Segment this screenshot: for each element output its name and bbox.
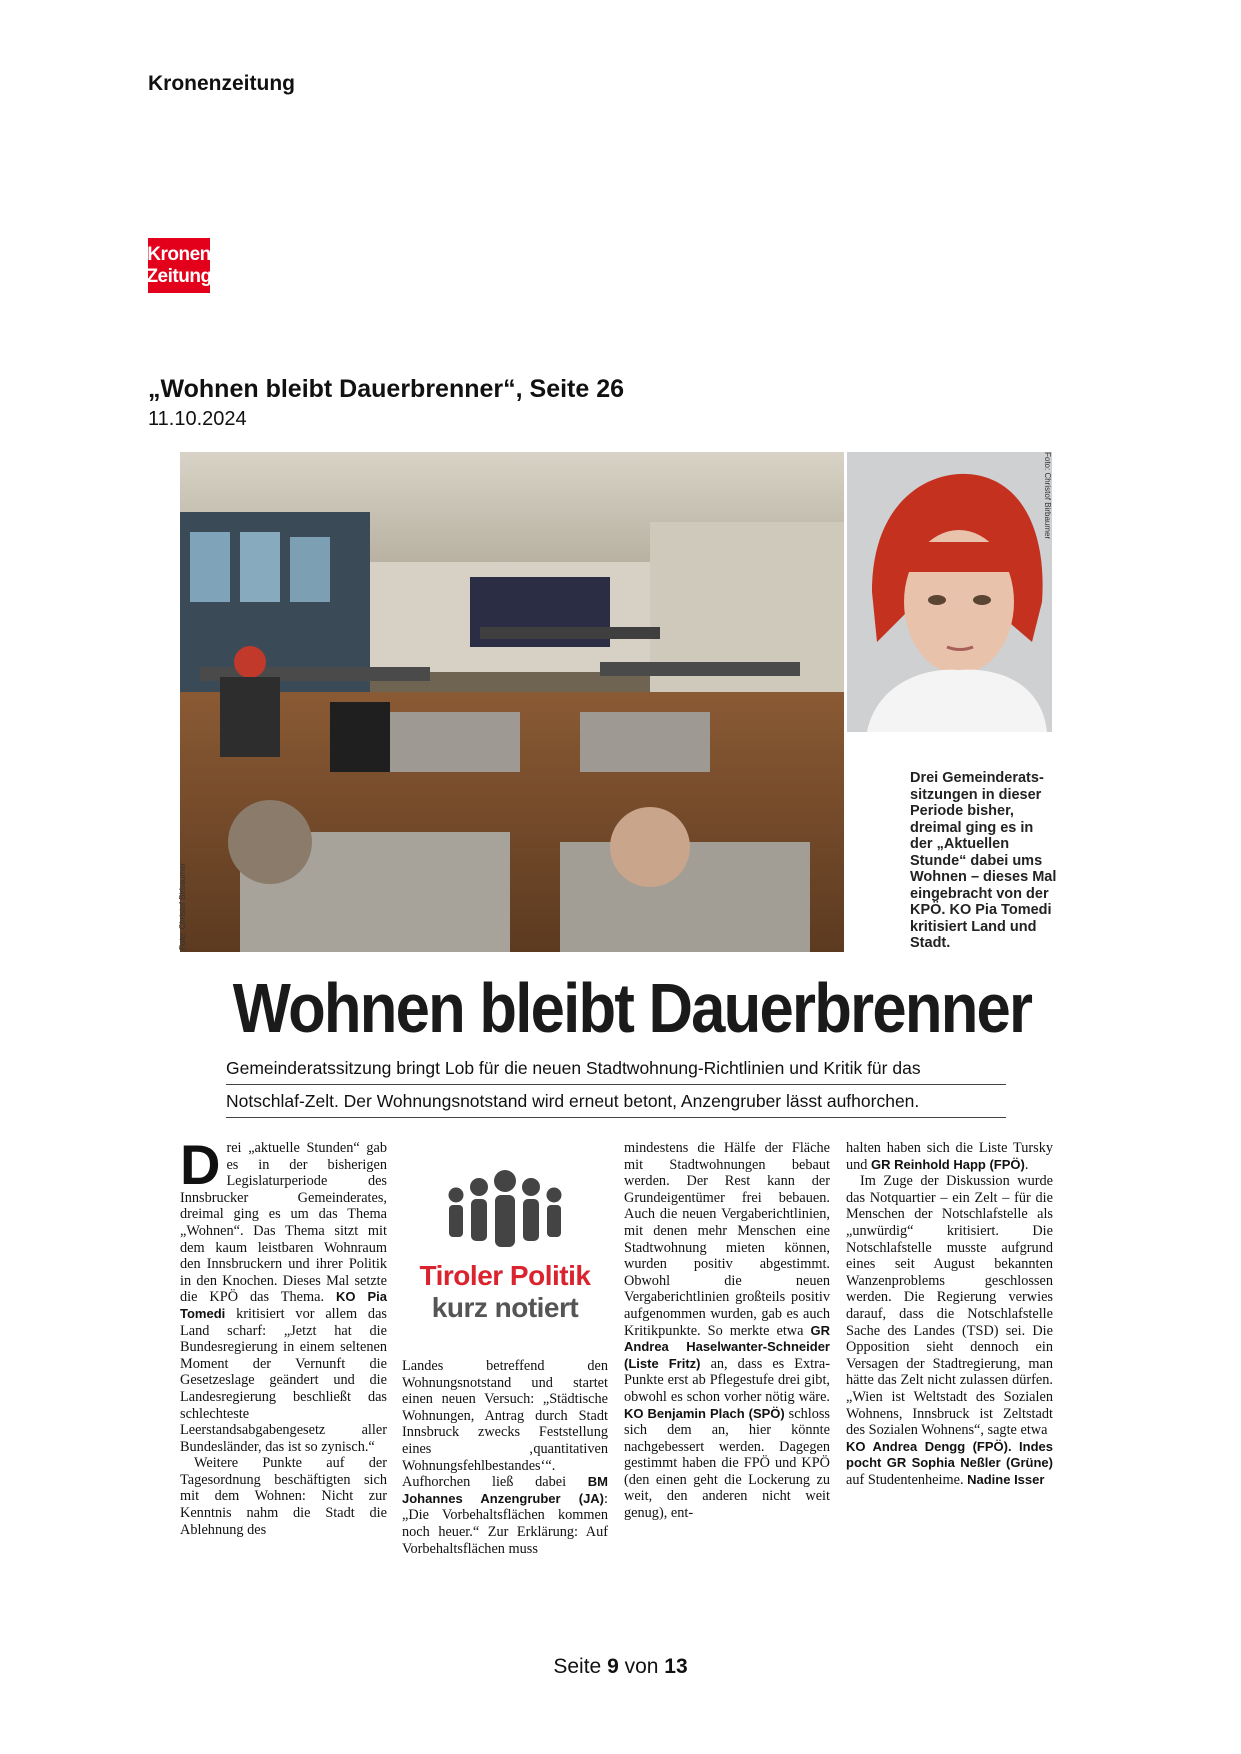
- col1-text-a: rei „aktuelle Stunden“ gab es in der bisherigen Legislaturperiode des Innsbrucker Gemeinderates, dreimal ging es um das Thema „Wohnen“. Das Thema sitzt mit dem kaum leistbaren Wohnraum den Innsbruckern und ihrer Politik in den Knochen. Dieses Mal setzte die KPÖ das Thema.: [180, 1140, 387, 1306]
- portrait-illustration: [847, 452, 1052, 732]
- page-mid: von: [624, 1655, 659, 1678]
- col4-text-f: auf Studentenheime.: [846, 1471, 964, 1488]
- subtitle-line-2: Notschlaf-Zelt. Der Wohnungsnotstand wird erneut betont, Anzengruber lässt aufhorchen.: [226, 1085, 1006, 1118]
- rubric-title-line-1: Tiroler Politik: [419, 1260, 591, 1291]
- document-title: „Wohnen bleibt Dauerbrenner“, Seite 26: [148, 375, 625, 403]
- photo-caption: Drei Gemeinderats-sitzungen in dieser Periode bisher, dreimal ging es in der „Aktuellen Stunde“ dabei ums Wohnen – dieses Mal eingebracht von der KPÖ. KO Pia Tomedi kritisiert Land und Stadt.: [910, 770, 1057, 951]
- col4-text-d: Im Zuge der Diskussion wurde das Notquartier – ein Zelt – für die Menschen der Notschlafstelle als „unwürdig“ kritisiert. Die Notschlafstelle musste aufgrund eines seit August bekannten Wanzenproblems geschlossen werden. Die Regierung verwies darauf, dass die Notschlafstelle Sache des Landes (TSD) sei. Die Opposition sieht dennoch ein Versagen der Stadtregierung, man hätte das Zelt nicht zulassen dürfen. „Wien ist Weltstadt des Sozialen Wohnens, Innsbruck ist Zeltstadt des Sozialen Wohnens“, sagte etwa: [846, 1173, 1053, 1439]
- subtitle-line-1: Gemeinderatssitzung bringt Lob für die neuen Stadtwohnung-Richtlinien und Kritik für das: [226, 1052, 1006, 1085]
- portrait-photo: [847, 452, 1052, 732]
- article-subtitle: [226, 1052, 1006, 1118]
- col1-text-c: kritisiert vor allem das Land scharf: „Jetzt hat die Bundesregierung in einem seltenen Moment der Vernunft die Gesetzeslage geändert und die Landesregierung beschließt das schlechteste Leerstandsabgabengesetz aller Bundesländer, das ist so zynisch.“: [180, 1305, 387, 1455]
- article-column-4: [846, 1140, 1053, 1488]
- col3-name-haselwanter: GR Andrea Haselwanter-Schneider (Liste Fritz): [624, 1322, 831, 1371]
- col2-text-c: : „Die Vorbehaltsflächen kommen noch heuer.“ Zur Erklärung: Auf Vorbehaltsflächen muss: [402, 1490, 608, 1557]
- rubric-box: [402, 1165, 608, 1345]
- document-date: 11.10.2024: [148, 408, 247, 430]
- col3-text-a: mindestens die Hälfe der Fläche mit Stadtwohnungen bebaut werden. Der Rest kann der Grundeigentümer frei bebauen. Auch die neuen Vergaberichtlinien, mit denen mehr Menschen eine Stadtwohnung mieten können, wurden positiv abgestimmt. Obwohl die neuen Vergaberichtlinien großteils positiv aufgenommen wurden, gab es auch Kritikpunkte. So merkte etwa: [624, 1140, 830, 1339]
- col4-text-c: .: [1024, 1156, 1029, 1173]
- page-number: [0, 1655, 1241, 1679]
- council-chamber-illustration: [180, 452, 844, 952]
- article-headline: Wohnen bleibt Dauerbrenner: [232, 969, 1032, 1047]
- article-column-3: [624, 1140, 830, 1522]
- people-group-icon: [402, 1165, 608, 1255]
- portrait-photo-credit: Foto: Christof Birbaumer: [1043, 452, 1052, 540]
- col2-text-a: Landes betreffend den Wohnungsnotstand und startet einen neuen Versuch: „Städtische Wohnungen, Antrag durch Stadt Innsbruck zwecks Feststellung eines ‚quantitativen Wohnungsfehlbestandes‘“. Aufhorchen ließ dabei: [402, 1358, 608, 1491]
- col1-name-tomedi: KO Pia Tomedi: [180, 1289, 388, 1321]
- col4-text-a: halten haben sich die Liste Tursky und: [846, 1140, 1053, 1173]
- page-total: 13: [664, 1655, 688, 1678]
- kronen-zeitung-logo: [148, 238, 210, 293]
- col2-name-anzengruber: BM Johannes Anzengruber (JA): [402, 1474, 608, 1506]
- rubric-title-line-2: kurz notiert: [431, 1292, 579, 1323]
- article-column-1: [180, 1133, 388, 1538]
- logo-line-2: Zeitung: [146, 265, 212, 287]
- page-current: 9: [607, 1655, 619, 1678]
- article-column-2: [402, 1358, 608, 1557]
- col3-name-plach: KO Benjamin Plach (SPÖ): [624, 1405, 785, 1421]
- drop-cap: D: [180, 1133, 221, 1196]
- col1-text-d: Weitere Punkte auf der Tagesordnung beschäftigten sich mit dem Wohnen: Nicht zur Kenntnis nahm die Stadt die Ablehnung des: [180, 1455, 387, 1538]
- main-photo-credit: Foto: Christof Birbaumer: [178, 862, 187, 950]
- col3-text-c: an, dass es Extra-Punkte erst ab Pflegestufe drei gibt, obwohl es schon vorher nötig wäre.: [624, 1355, 830, 1405]
- source-label: Kronenzeitung: [148, 72, 295, 95]
- col4-name-dengg-nessler: KO Andrea Dengg (FPÖ). Indes pocht GR Sophia Neßler (Grüne): [846, 1438, 1053, 1471]
- col3-text-e: schloss sich dem an, hier könnte nachgebessert werden. Dagegen gestimmt haben die FPÖ und KPÖ (den einen geht die Lockerung zu weit, den anderen nicht weit genug), ent-: [624, 1405, 830, 1522]
- col4-name-happ: GR Reinhold Happ (FPÖ): [871, 1156, 1025, 1172]
- article-author: Nadine Isser: [967, 1471, 1045, 1487]
- council-chamber-photo: [180, 452, 844, 952]
- page-prefix: Seite: [553, 1655, 602, 1678]
- logo-line-1: Kronen: [147, 243, 211, 265]
